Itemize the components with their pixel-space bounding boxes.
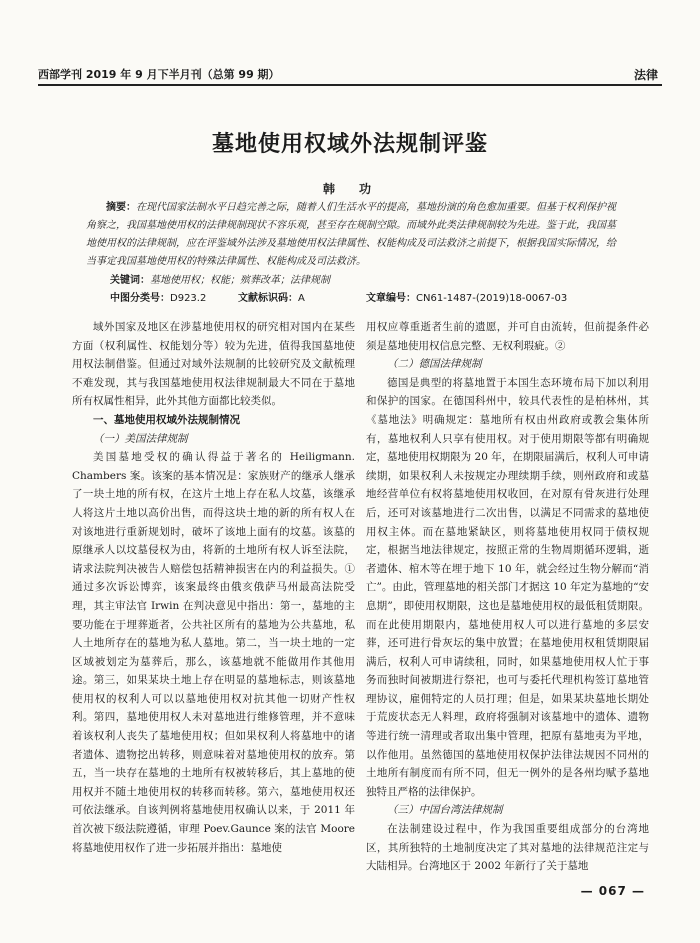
usa-paragraph-continued: 用权应尊重逝者生前的遗愿，并可自由流转，但前提条件必须是墓地使用权信息完整、无权利瑕疵。② — [366, 321, 649, 352]
germany-paragraph: 德国是典型的将墓地置于本国生态环境布局下加以利用和保护的国家。在德国科州中，较具代表性的是柏林州，其《墓地法》明确规定：墓地所有权由州政府或教会集体所有，墓地权利人只享有使用权。对于使用期限等都有明确规定，墓地使用权期限为 20 年，在期限届满后，权利人可申请续期，如果权利人未按规定办理续期手续，则州政府和或墓地经营单位有权将墓地使用权收回，在对原有骨灰进行处理后，还可对该墓地进行二次出售，以满足不同需求的墓地使用权主体。而在墓地紧缺区，则将墓地使用权同于债权规定，根据当地法律规定，按照正常的生物周期循环逻辑，逝者遗体、棺木等在埋于地下 10 年，就会经过生物分解而“消亡”。由此，管理墓地的相关部门才据这 10 年定为墓地的“安息期”，即使用权期限，这也是墓地使用权的最低租赁期限。而在此使用期限内，墓地使用权人可以进行墓地的多层安葬，还可进行骨灰坛的集中放置；在墓地使用权租赁期限届满后，权利人可申请续租，同时，如果墓地使用权人忙于事务而独时间被期进行祭祀，也可与委托代理机构签订墓地管理协议，雇佣特定的人员打理；但是，如果某块墓地长期处于荒废状态无人料理，政府将强制对该墓地中的遗体、遗物等进行统一清理或者取出集中管理，把原有墓地夷为平地，以作他用。虽然德国的墓地使用权保护法律法规因不同州的土地所有制度而有所不同，但无一例外的是各州均赋予墓地独特且严格的法律保护。 — [366, 376, 649, 798]
clc-label: 中图分类号： — [110, 293, 170, 304]
abstract-label: 摘要： — [106, 202, 136, 213]
clc-value: D923.2 — [170, 293, 207, 304]
doc-value: A — [298, 293, 305, 304]
section-heading: 一、墓地使用权域外法规制情况 — [93, 413, 240, 426]
article-number — [366, 289, 567, 304]
doc-label: 文献标识码： — [238, 293, 298, 304]
page-number: — 067 — — [580, 884, 645, 898]
article-label: 文章编号： — [366, 293, 416, 304]
section-label: 法律 — [633, 68, 658, 82]
usa-paragraph: 美国墓地受权的确认得益于著名的 Heiligmann. Chambers 案。该案的基本情况是：家族财产的继承人继承了一块土地的所有权，在这片土地上存在私人坟墓，该继承人将这片土地以高价出售，而得这块土地的新的所有权人在对该地进行重新规划时，破坏了该地上面有的坟墓。该墓的原继承人以坟墓侵权为由，将新的土地所有权人诉至法院，请求法院判决被告人赔偿包括精神损害在内的利益损失。①通过多次诉讼博弈，该案最终由俄亥俄萨马州最高法院受理，其主审法官 Irwin 在判决意见中指出：第一，墓地的主要功能在于埋葬逝者，公共社区所有的墓地为公共墓地，私人土地所存在的墓地为私人墓地。第二，当一块土地的一定区域被划定为墓葬后，那么，该墓地就不能做用作其他用途。第三，如果某块土地上存在明显的墓地标志，则该墓地使用权的权利人可以以墓地使用权对抗其他一切财产性权利。第四，墓地使用权人未对墓地进行维修管理，并不意味着该权利人丧失了墓地使用权；但如果权利人将墓地中的诸者遗体、遗物挖出转移，则意味着对墓地使用权的放弃。第五，当一块存在墓地的土地所有权被转移后，其上墓地的使用权并不随土地使用权的转移而转移。第六，墓地使用权还可依法继承。自该判例将墓地使用权确认以来，于 2011 年首次被下级法院遵循，审理 Poev.Gaunce 案的法官 Moore 将墓地使用权作了进一步拓展并指出：墓地使 — [72, 451, 355, 854]
subsection-heading-usa: （一）美国法律规制 — [93, 432, 188, 445]
abstract-text: 在现代国家法制水平日趋完善之际，随着人们生活水平的提高，墓地扮演的角色愈加重要。但基于权利保护视角察之，我国墓地使用权的法律规制现状不容乐观，甚至存在规制空隙。而域外此类法律规制较为先进。鉴于此，我国墓地使用权的法律规制，应在评鉴域外法涉及墓地使用权法律属性、权能构成及司法救济之前提下，根据我国实际情况，给当事定我国墓地使用权的特殊法律属性、权能构成及司法救济。 — [86, 202, 616, 267]
document-code — [238, 289, 305, 304]
taiwan-paragraph: 在法制建设过程中，作为我国重要组成部分的台湾地区，其所独特的土地制度决定了其对墓地的法律规范注定与大陆相异。台湾地区于 2002 年新行了关于墓地 — [366, 823, 649, 873]
keywords — [110, 271, 610, 286]
subsection-heading-germany: （二）德国法律规制 — [387, 358, 482, 371]
clc-number — [110, 289, 206, 304]
right-column — [366, 318, 649, 876]
journal-name: 西部学刊 2019 年 9 月下半月刊（总第 99 期） — [38, 68, 280, 81]
abstract — [86, 199, 616, 271]
intro-paragraph: 域外国家及地区在涉墓地使用权的研究相对国内在某些方面（权利属性、权能划分等）较为先进，值得我国墓地使用权法制借鉴。但通过对域外法规制的比较研究及文献梳理不难发现，其与我国墓地使用权法律规制最大不同在于墓地所有权属性相异，此外其他方面都比较类似。 — [72, 321, 355, 408]
author-name: 韩 功 — [322, 182, 377, 196]
subsection-heading-taiwan: （三）中国台湾法律规制 — [387, 804, 503, 817]
header-rule — [38, 84, 662, 86]
left-column — [72, 318, 355, 857]
article-value: CN61-1487-(2019)18-0067-03 — [416, 293, 568, 304]
keywords-label: 关键词： — [110, 275, 150, 286]
running-header — [38, 66, 662, 86]
article-title: 墓地使用权域外法规制评鉴 — [211, 131, 488, 157]
keywords-text: 墓地使用权；权能；殡葬改革；法律规制 — [150, 275, 330, 286]
